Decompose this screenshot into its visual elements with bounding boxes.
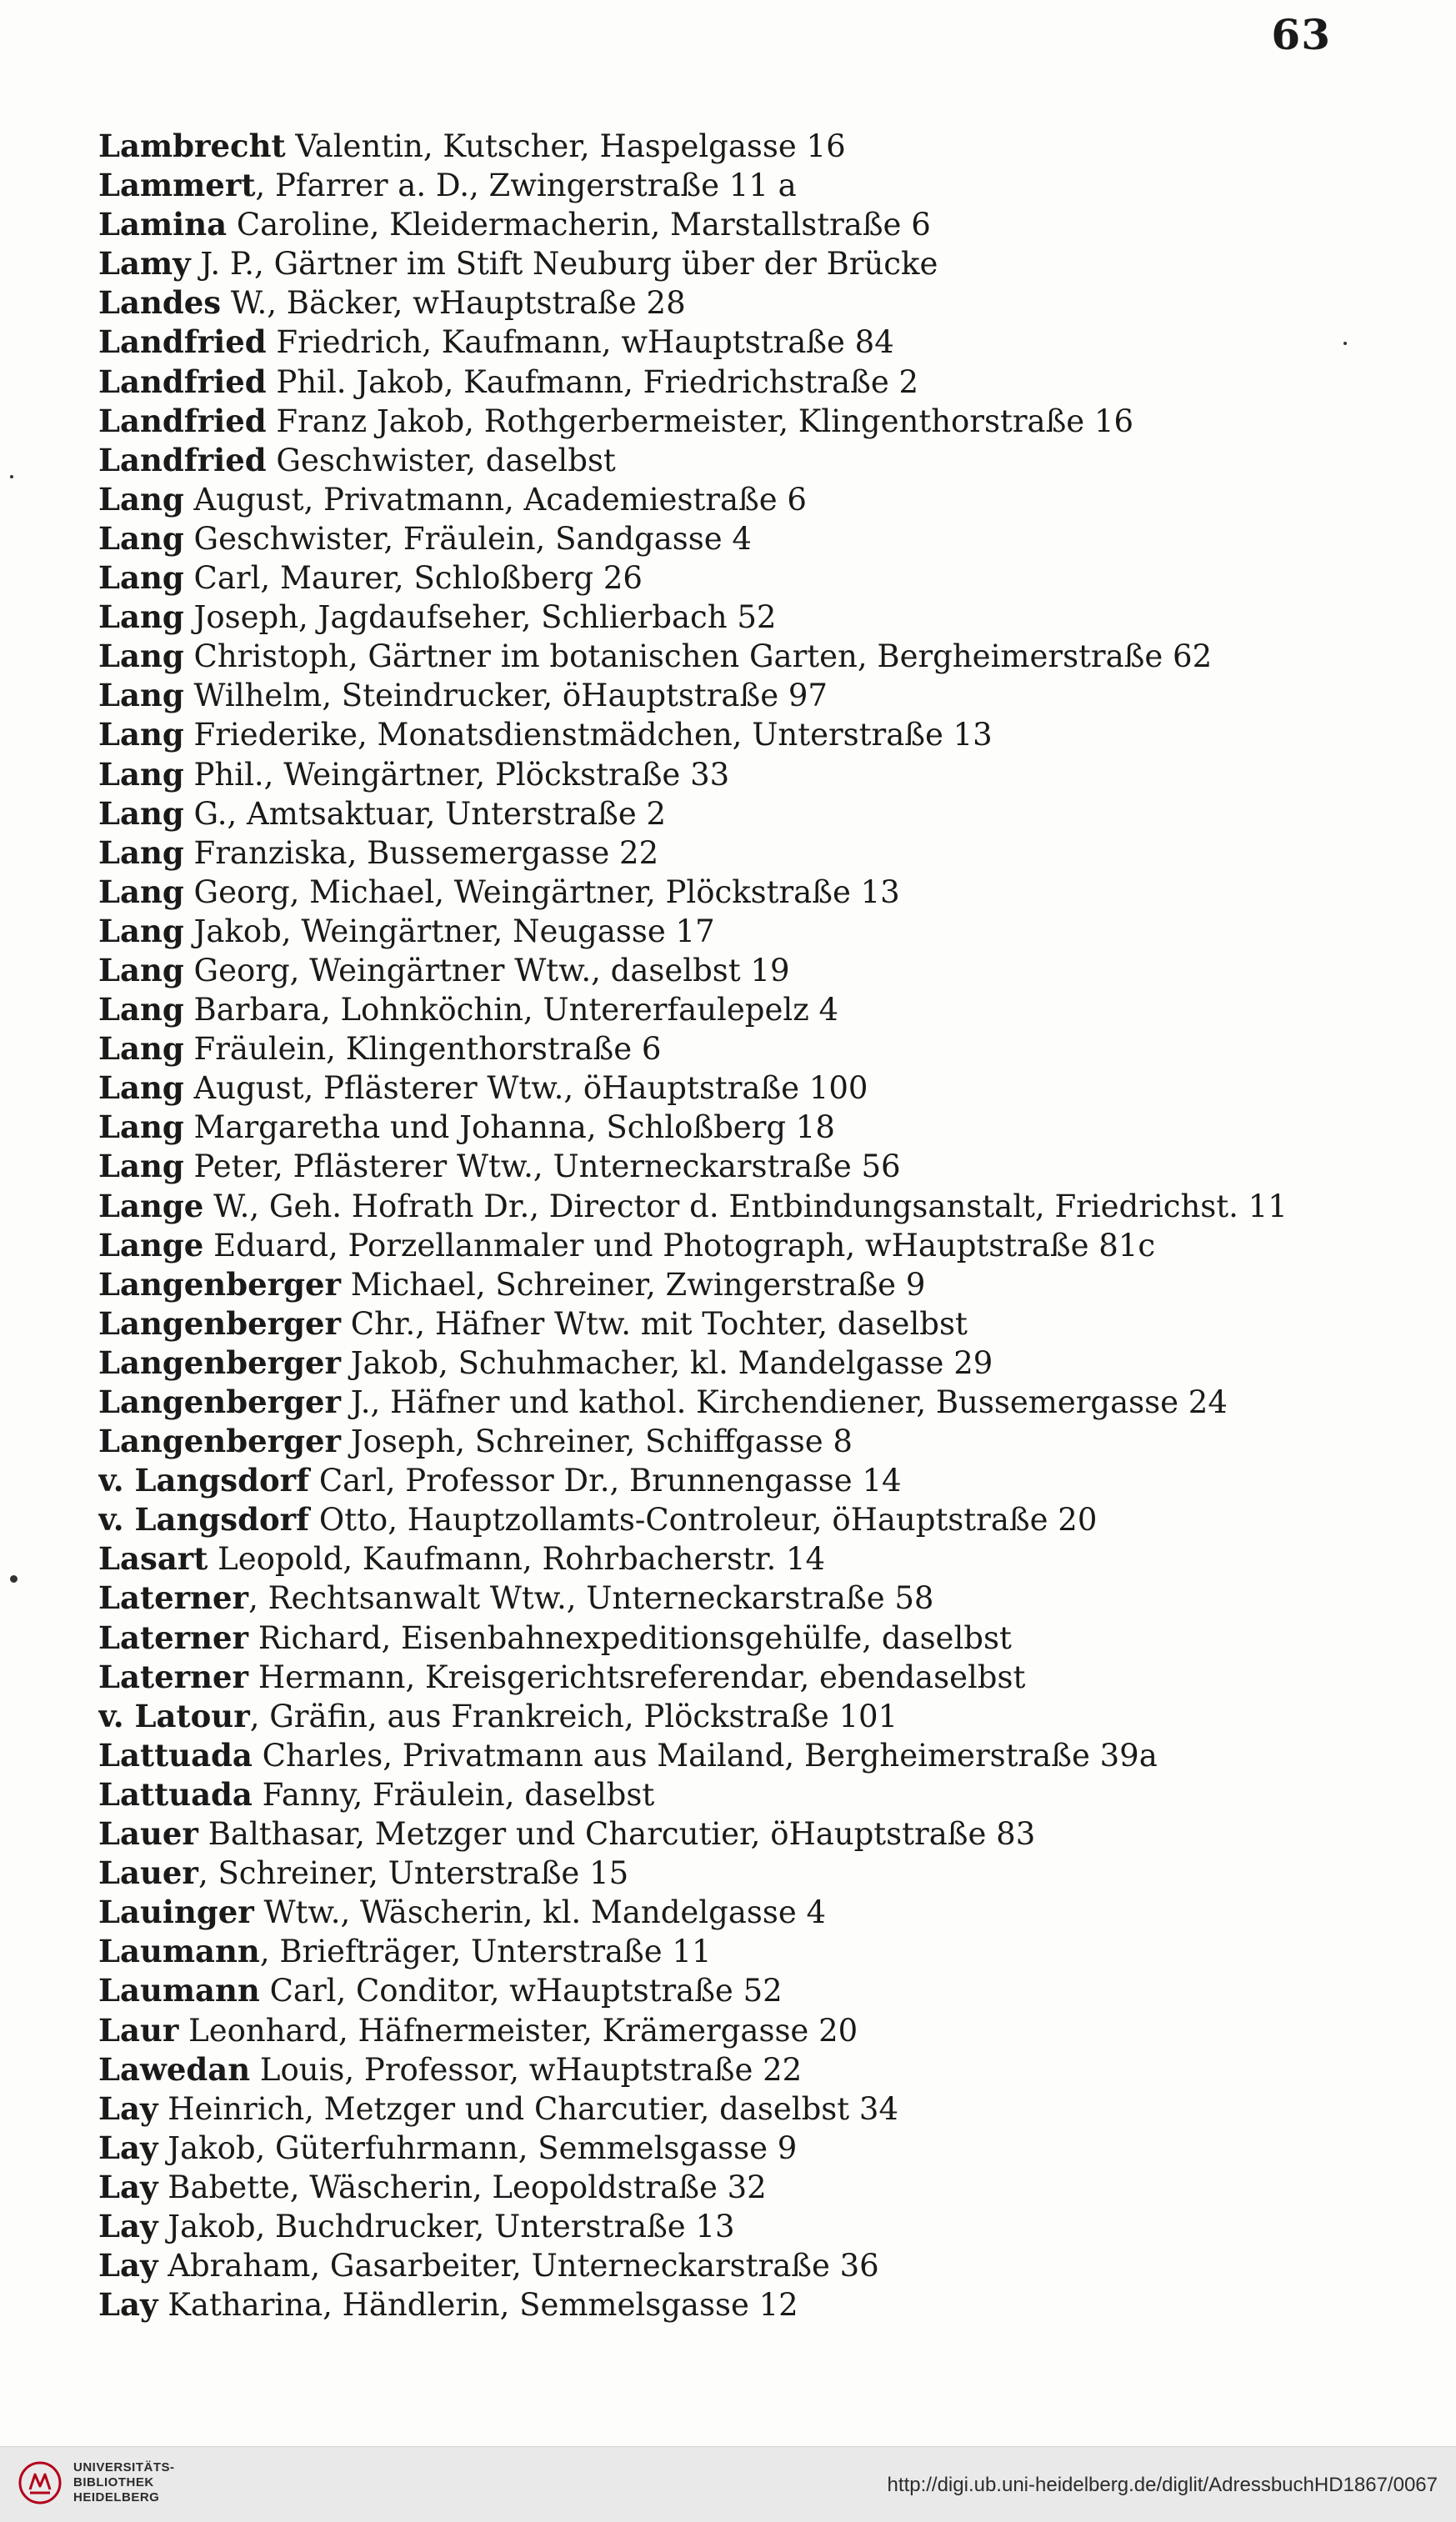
entry-details: , Briefträger, Unterstraße 11 bbox=[259, 1934, 712, 1970]
address-entry bbox=[98, 402, 1398, 441]
address-entry bbox=[98, 166, 1398, 205]
entry-surname: Lammert bbox=[98, 167, 256, 204]
entry-surname: Lasart bbox=[98, 1540, 208, 1578]
entry-details: August, Pflästerer Wtw., öHauptstraße 100 bbox=[183, 1070, 868, 1107]
entry-surname: Lauer bbox=[98, 1854, 198, 1892]
entry-details: W., Geh. Hofrath Dr., Director d. Entbindungsanstalt, Friedrichst. 11 bbox=[203, 1188, 1288, 1224]
address-entry bbox=[98, 2285, 1398, 2324]
entry-surname: Lang bbox=[98, 1108, 184, 1146]
entry-details: Fräulein, Klingenthorstraße 6 bbox=[183, 1031, 662, 1068]
address-entry bbox=[98, 1383, 1398, 1422]
entry-surname: Lange bbox=[98, 1226, 204, 1264]
entry-details: Eduard, Porzellanmaler und Photograph, wHauptstraße 81c bbox=[203, 1227, 1156, 1264]
library-name-line-1: UNIVERSITÄTS- bbox=[73, 2460, 175, 2474]
entry-details: , Gräfin, aus Frankreich, Plöckstraße 101 bbox=[249, 1698, 898, 1734]
entry-details: Leopold, Kaufmann, Rohrbacherstr. 14 bbox=[208, 1541, 826, 1578]
address-entry bbox=[98, 1422, 1398, 1461]
entry-details: Jakob, Weingärtner, Neugasse 17 bbox=[183, 913, 715, 949]
entry-surname: Lay bbox=[98, 2168, 158, 2205]
address-entry bbox=[98, 1619, 1398, 1658]
entry-surname: Lay bbox=[98, 2247, 158, 2284]
address-entry bbox=[98, 1775, 1398, 1814]
library-logo[interactable] bbox=[18, 2460, 175, 2505]
entry-surname: Langenberger bbox=[98, 1304, 342, 1342]
entry-surname: Lawedan bbox=[98, 2050, 251, 2088]
entry-surname: Laumann bbox=[98, 1972, 260, 2009]
address-entry bbox=[98, 873, 1398, 912]
address-entry bbox=[98, 1539, 1398, 1579]
address-entry bbox=[98, 2246, 1398, 2285]
entry-details: Jakob, Güterfuhrmann, Semmelsgasse 9 bbox=[158, 2129, 798, 2166]
entry-surname: Lamina bbox=[98, 206, 228, 243]
entry-details: Louis, Professor, wHauptstraße 22 bbox=[250, 2051, 803, 2088]
entry-surname: Lang bbox=[98, 480, 184, 518]
entry-details: Abraham, Gasarbeiter, Unterneckarstraße 36 bbox=[158, 2248, 879, 2284]
address-entry bbox=[98, 1029, 1398, 1068]
address-entry bbox=[98, 363, 1398, 402]
entry-details: Valentin, Kutscher, Haspelgasse 16 bbox=[285, 128, 846, 164]
entry-surname: Lay bbox=[98, 2207, 158, 2244]
address-entry bbox=[98, 1304, 1398, 1344]
entry-details: Joseph, Schreiner, Schiffgasse 8 bbox=[341, 1424, 853, 1460]
entry-details: Geschwister, Fräulein, Sandgasse 4 bbox=[183, 520, 752, 557]
entry-surname: Lay bbox=[98, 2129, 158, 2166]
entry-details: Peter, Pflästerer Wtw., Unterneckarstraße 56 bbox=[183, 1148, 901, 1185]
entry-details: Phil., Weingärtner, Plöckstraße 33 bbox=[183, 756, 730, 793]
address-entry bbox=[98, 1226, 1398, 1265]
entry-details: Friedrich, Kaufmann, wHauptstraße 84 bbox=[266, 324, 894, 361]
entry-details: Babette, Wäscherin, Leopoldstraße 32 bbox=[158, 2169, 767, 2205]
address-entry bbox=[98, 1893, 1398, 1932]
entry-details: J., Häfner und kathol. Kirchendiener, Bussemergasse 24 bbox=[341, 1384, 1228, 1420]
entry-details: Christoph, Gärtner im botanischen Garten, Bergheimerstraße 62 bbox=[183, 638, 1213, 675]
address-entry bbox=[98, 2089, 1398, 2129]
address-entry bbox=[98, 1658, 1398, 1697]
entry-surname: Lang bbox=[98, 638, 184, 675]
entry-details: Franziska, Bussemergasse 22 bbox=[183, 834, 659, 871]
address-entry bbox=[98, 2011, 1398, 2050]
entry-details: W., Bäcker, wHauptstraße 28 bbox=[221, 285, 686, 322]
entry-surname: Lambrecht bbox=[98, 128, 286, 164]
library-name-line-3: HEIDELBERG bbox=[73, 2490, 160, 2504]
address-entry bbox=[98, 715, 1398, 754]
address-entry bbox=[98, 990, 1398, 1029]
entry-details: G., Amtsaktuar, Unterstraße 2 bbox=[183, 795, 667, 832]
library-name-line-2: BIBLIOTHEK bbox=[73, 2475, 154, 2489]
address-entry bbox=[98, 1814, 1398, 1854]
address-entry bbox=[98, 323, 1398, 362]
entry-details: Heinrich, Metzger und Charcutier, daselbst 34 bbox=[158, 2090, 898, 2127]
entry-surname: Lang bbox=[98, 951, 184, 988]
entry-details: Franz Jakob, Rothgerbermeister, Klingenthorstraße 16 bbox=[266, 403, 1134, 439]
entry-details: Wilhelm, Steindrucker, öHauptstraße 97 bbox=[183, 678, 828, 714]
address-entry bbox=[98, 2129, 1398, 2168]
entry-surname: Laumann bbox=[98, 1933, 260, 1970]
entry-details: J. P., Gärtner im Stift Neuburg über der Brücke bbox=[190, 246, 938, 283]
entry-details: Jakob, Schuhmacher, kl. Mandelgasse 29 bbox=[341, 1344, 993, 1381]
entry-details: August, Privatmann, Academiestraße 6 bbox=[183, 481, 807, 518]
entry-surname: Lang bbox=[98, 794, 184, 832]
address-entry bbox=[98, 441, 1398, 480]
entry-surname: Laur bbox=[98, 2011, 179, 2049]
entry-details: , Rechtsanwalt Wtw., Unterneckarstraße 58 bbox=[248, 1580, 934, 1617]
entry-details: Joseph, Jagdaufseher, Schlierbach 52 bbox=[183, 599, 777, 636]
entry-surname: Laterner bbox=[98, 1619, 249, 1656]
entry-surname: v. Langsdorf bbox=[98, 1462, 310, 1499]
entry-surname: Lattuada bbox=[98, 1736, 253, 1774]
address-entry bbox=[98, 1147, 1398, 1186]
entry-surname: Lange bbox=[98, 1187, 204, 1224]
entry-details: Balthasar, Metzger und Charcutier, öHauptstraße 83 bbox=[198, 1816, 1036, 1853]
entry-details: Margaretha und Johanna, Schloßberg 18 bbox=[183, 1109, 835, 1146]
entry-details: Leonhard, Häfnermeister, Krämergasse 20 bbox=[178, 2012, 858, 2049]
address-entry bbox=[98, 205, 1398, 244]
entry-surname: Langenberger bbox=[98, 1344, 342, 1381]
entry-details: , Schreiner, Unterstraße 15 bbox=[198, 1855, 629, 1892]
entry-details: Caroline, Kleidermacherin, Marstallstraße 6 bbox=[227, 207, 931, 243]
address-entry bbox=[98, 2050, 1398, 2089]
address-entry bbox=[98, 1854, 1398, 1893]
address-entry bbox=[98, 637, 1398, 676]
entry-details: Geschwister, daselbst bbox=[266, 442, 616, 478]
page-number: 63 bbox=[1271, 10, 1331, 59]
entry-details: Wtw., Wäscherin, kl. Mandelgasse 4 bbox=[253, 1894, 827, 1931]
entry-surname: v. Langsdorf bbox=[98, 1501, 310, 1539]
entry-details: Carl, Maurer, Schloßberg 26 bbox=[183, 560, 643, 597]
address-entry bbox=[98, 480, 1398, 519]
entry-details: Michael, Schreiner, Zwingerstraße 9 bbox=[341, 1266, 926, 1303]
entry-details: Barbara, Lohnköchin, Untererfaulepelz 4 bbox=[183, 992, 838, 1028]
entry-details: Chr., Häfner Wtw. mit Tochter, daselbst bbox=[341, 1305, 968, 1342]
address-entry bbox=[98, 755, 1398, 794]
library-name bbox=[73, 2460, 175, 2505]
address-entry bbox=[98, 1736, 1398, 1775]
entry-surname: Lay bbox=[98, 2286, 158, 2324]
address-entry bbox=[98, 1500, 1398, 1539]
address-entry bbox=[98, 1187, 1398, 1226]
entry-surname: Langenberger bbox=[98, 1265, 342, 1303]
address-entry bbox=[98, 1579, 1398, 1618]
address-entry bbox=[98, 1932, 1398, 1971]
address-entry bbox=[98, 1344, 1398, 1383]
entry-surname: v. Latour bbox=[98, 1697, 250, 1734]
entry-details: Katharina, Händlerin, Semmelsgasse 12 bbox=[158, 2287, 798, 2324]
address-entry bbox=[98, 912, 1398, 951]
entry-surname: Lay bbox=[98, 2089, 158, 2127]
entry-details: Georg, Weingärtner Wtw., daselbst 19 bbox=[183, 952, 790, 988]
entry-surname: Lang bbox=[98, 559, 184, 597]
address-entry bbox=[98, 598, 1398, 637]
scan-speck bbox=[10, 1575, 18, 1583]
entry-surname: Langenberger bbox=[98, 1384, 342, 1420]
entry-details: Friederike, Monatsdienstmädchen, Unterstraße 13 bbox=[183, 717, 993, 753]
address-entry bbox=[98, 519, 1398, 558]
entry-details: Georg, Michael, Weingärtner, Plöckstraße 13 bbox=[183, 873, 900, 910]
address-entry bbox=[98, 127, 1398, 166]
address-entry bbox=[98, 1461, 1398, 1500]
entry-surname: Lang bbox=[98, 991, 184, 1028]
entry-surname: Lang bbox=[98, 1069, 184, 1107]
entry-surname: Laterner bbox=[98, 1579, 249, 1617]
address-entry bbox=[98, 2207, 1398, 2246]
entry-details: Charles, Privatmann aus Mailand, Bergheimerstraße 39a bbox=[252, 1737, 1158, 1774]
entry-surname: Lang bbox=[98, 755, 184, 793]
entry-surname: Lang bbox=[98, 598, 184, 636]
entry-surname: Langenberger bbox=[98, 1423, 342, 1460]
entry-surname: Lamy bbox=[98, 245, 191, 283]
address-entry bbox=[98, 794, 1398, 833]
entry-details: Fanny, Fräulein, daselbst bbox=[252, 1776, 655, 1813]
entry-surname: Landfried bbox=[98, 441, 267, 478]
address-entry bbox=[98, 1265, 1398, 1304]
footer-bar bbox=[0, 2446, 1456, 2522]
entry-details: Jakob, Buchdrucker, Unterstraße 13 bbox=[158, 2208, 735, 2244]
entry-details: Carl, Professor Dr., Brunnengasse 14 bbox=[309, 1463, 902, 1499]
entry-surname: Laterner bbox=[98, 1658, 249, 1695]
entry-surname: Landfried bbox=[98, 363, 267, 400]
address-entry bbox=[98, 558, 1398, 598]
entry-surname: Lang bbox=[98, 912, 184, 949]
entry-surname: Lattuada bbox=[98, 1775, 253, 1813]
entry-details: Phil. Jakob, Kaufmann, Friedrichstraße 2 bbox=[266, 363, 919, 400]
entry-surname: Landes bbox=[98, 284, 222, 322]
entry-surname: Lang bbox=[98, 1148, 184, 1185]
entry-surname: Lang bbox=[98, 716, 184, 753]
entry-details: Otto, Hauptzollamts-Controleur, öHauptstraße 20 bbox=[309, 1502, 1098, 1539]
entry-surname: Landfried bbox=[98, 323, 267, 361]
entry-surname: Lauer bbox=[98, 1815, 198, 1853]
entry-surname: Lang bbox=[98, 519, 184, 557]
address-entry bbox=[98, 833, 1398, 873]
entry-surname: Lang bbox=[98, 873, 184, 910]
entry-surname: Lang bbox=[98, 833, 184, 871]
entry-details: Carl, Conditor, wHauptstraße 52 bbox=[259, 1973, 783, 2009]
scan-speck bbox=[10, 475, 13, 478]
source-url-link[interactable]: http://digi.ub.uni-heidelberg.de/diglit/AdressbuchHD1867/0067 bbox=[887, 2474, 1438, 2496]
address-entry bbox=[98, 1108, 1398, 1147]
address-entry bbox=[98, 283, 1398, 323]
address-entry bbox=[98, 1068, 1398, 1108]
address-list bbox=[98, 127, 1398, 2324]
address-entry bbox=[98, 676, 1398, 715]
entry-details: Hermann, Kreisgerichtsreferendar, ebendaselbst bbox=[248, 1659, 1026, 1695]
entry-surname: Lauinger bbox=[98, 1894, 254, 1931]
scan-speck bbox=[1343, 342, 1347, 345]
address-entry bbox=[98, 1971, 1398, 2010]
entry-surname: Landfried bbox=[98, 402, 267, 439]
address-entry bbox=[98, 2168, 1398, 2207]
address-entry bbox=[98, 244, 1398, 283]
university-seal-icon bbox=[18, 2461, 62, 2504]
entry-surname: Lang bbox=[98, 1030, 184, 1068]
entry-surname: Lang bbox=[98, 677, 184, 714]
entry-details: Richard, Eisenbahnexpeditionsgehülfe, daselbst bbox=[248, 1619, 1012, 1656]
address-entry bbox=[98, 1697, 1398, 1736]
address-entry bbox=[98, 951, 1398, 990]
entry-details: , Pfarrer a. D., Zwingerstraße 11 a bbox=[255, 168, 797, 204]
